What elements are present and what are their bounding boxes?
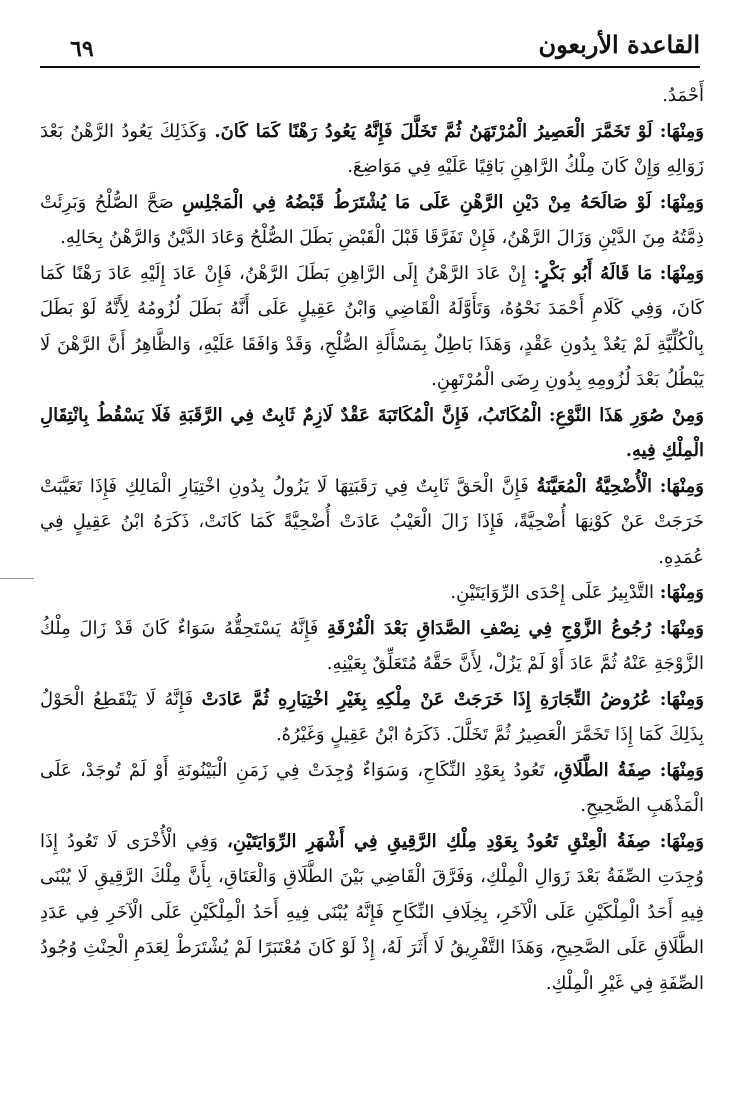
paragraph-emphasis: صِفَةُ الطَّلَاقِ، xyxy=(552,759,652,781)
paragraph xyxy=(40,256,704,398)
paragraph-lead: وَمِنْهَا: xyxy=(659,582,704,603)
paragraph-text: تَعُودُ بِعَوْدِ النِّكَاحِ، وَسَوَاءٌ وُجِدَتْ فِي زَمَنِ الْبَيْنُونَةِ أَوْ لَمْ تُوجَدْ، عَلَى الْمَذْهَبِ الصَّحِيحِ. xyxy=(40,759,704,816)
paragraph-lead: وَمِنْهَا: xyxy=(659,830,704,852)
page-header xyxy=(40,26,700,68)
paragraph-emphasis: الْمُكَاتَبُ، فَإِنَّ الْمُكَاتَبَةَ عَقْدٌ لَازِمٌ ثَابِتٌ فِي الرَّقَبَةِ فَلَا يَسْقُطُ بِانْتِقَالِ الْمِلْكِ فِيهِ. xyxy=(40,404,704,461)
paragraph-lead: وَمِنْهَا: xyxy=(659,475,704,497)
paragraph-lead: وَمِنْهَا: xyxy=(659,688,704,710)
paragraph-emphasis: عُرُوضُ التِّجَارَةِ إِذَا خَرَجَتْ عَنْ مِلْكِهِ بِغَيْرِ اخْتِيَارِهِ ثُمَّ عَادَتْ xyxy=(201,688,652,710)
body-text xyxy=(40,78,704,1001)
paragraph-lead: وَمِنْهَا: xyxy=(659,617,704,639)
paragraph-lead: وَمِنْ صُوَرِ هَذَا النَّوْعِ: xyxy=(548,404,704,426)
paragraph-lead: وَمِنْهَا: xyxy=(659,120,704,142)
paragraph-lead: وَمِنْهَا: xyxy=(659,262,704,284)
paragraph xyxy=(40,575,704,611)
paragraph-emphasis: رُجُوعُ الزَّوْجِ فِي نِصْفِ الصَّدَاقِ بَعْدَ الْفُرْقَةِ xyxy=(326,617,652,639)
paragraph-text: إِنْ عَادَ الرَّهْنُ إِلَى الرَّاهِنِ بَطَلَ الرَّهْنُ، فَإِنْ عَادَ إِلَيْهِ عَادَ رَهْنًا كَمَا كَانَ، وَفِي كَلَامِ أَحْمَدَ نَحْوُهُ، وَتَأَوَّلَهُ الْقَاضِي وَابْنُ عَقِيلٍ عَلَى أَنَّهُ بَطَلَ لُزُومُهُ لِأَنَّهُ لَوْ بَطَلَ بِالْكُلِّيَّةِ لَمْ يَعُدْ بِدُونِ عَقْدٍ، وَهَذَا بَاطِلٌ بِمَسْأَلَةِ الصُّلْحِ، وَقَدْ وَافَقَا عَلَيْهِ، وَالظَّاهِرُ أَنَّ الرَّهْنَ لَا يَبْطُلُ بَعْدَ لُزُومِهِ بِدُونِ رِضَى الْمُرْتَهِنِ. xyxy=(40,262,704,390)
paragraph-text: وَكَذَلِكَ يَعُودُ الرَّهْنُ بَعْدَ زَوَالِهِ وَإِنْ كَانَ مِلْكُ الرَّاهِنِ بَاقِيًا عَلَيْهِ فِي مَوَاضِعَ. xyxy=(40,120,704,177)
paragraph-lead: وَمِنْهَا: xyxy=(659,191,704,213)
paragraph xyxy=(40,611,704,682)
paragraph-text: أَحْمَدُ. xyxy=(662,85,704,106)
paragraph xyxy=(40,78,704,114)
paragraph xyxy=(40,398,704,469)
paragraph-text: فَإِنَّ الْحَقَّ ثَابِتٌ فِي رَقَبَتِهَا لَا يَزُولُ بِدُونِ اخْتِيَارِ الْمَالِكِ فَإِذَا تَعَيَّبَتْ خَرَجَتْ عَنْ كَوْنِهَا أُضْحِيَّةً، فَإِذَا زَالَ الْعَيْبُ عَادَتْ أُضْحِيَّةً كَمَا كَانَتْ، ذَكَرَهُ ابْنُ عَقِيلٍ فِي عُمَدِهِ. xyxy=(40,475,704,568)
paragraph xyxy=(40,682,704,753)
running-title: القاعدة الأربعون xyxy=(538,30,700,59)
page-number: ٦٩ xyxy=(70,36,94,62)
paragraph-lead: وَمِنْهَا: xyxy=(659,759,704,781)
paragraph xyxy=(40,185,704,256)
paragraph-emphasis: صِفَةُ الْعِتْقِ تَعُودُ بِعَوْدِ مِلْكِ الرَّقِيقِ فِي أَشْهَرِ الرِّوَايَتَيْنِ، xyxy=(227,830,651,852)
paragraph-text: التَّدْبِيرُ عَلَى إِحْدَى الرِّوَايَتَيْنِ. xyxy=(450,582,655,603)
paragraph xyxy=(40,469,704,576)
paragraph xyxy=(40,753,704,824)
paragraph-emphasis: لَوْ تَخَمَّرَ الْعَصِيرُ الْمُرْتَهَنُ ثُمَّ تَخَلَّلَ فَإِنَّهُ يَعُودُ رَهْنًا كَمَا كَانَ. xyxy=(214,120,653,142)
margin-rule xyxy=(0,578,34,579)
paragraph-text: صَحَّ الصُّلْحُ وَبَرِئَتْ ذِمَّتُهُ مِنَ الدَّيْنِ وَزَالَ الرَّهْنُ، فَإِنْ تَفَرَّقَا قَبْلَ الْقَبْضِ بَطَلَ الصُّلْحُ وَعَادَ الدَّيْنُ وَالرَّهْنُ بِحَالِهِ. xyxy=(40,191,704,248)
paragraph-text: وَفِي الْأُخْرَى لَا تَعُودُ إِذَا وُجِدَتِ الصِّفَةُ بَعْدَ زَوَالِ الْمِلْكِ، وَفَرَّقَ الْقَاضِي بَيْنَ الطَّلَاقِ وَالْعَتَاقِ، بِأَنَّ مِلْكَ الرَّقِيقِ لَا يُبْنَى فِيهِ أَحَدُ الْمِلْكَيْنِ عَلَى الْآخَرِ، بِخِلَافِ النِّكَاحِ فَإِنَّهُ يُبْنَى فِيهِ أَحَدُ الْمِلْكَيْنِ عَلَى الْآخَرِ فِي عَدَدِ الطَّلَاقِ عَلَى الصَّحِيحِ، وَهَذَا التَّفْرِيقُ لَا أَثَرَ لَهُ، إِذْ لَوْ كَانَ مُعْتَبَرًا لَمْ يُشْتَرَطْ لِعَدَمِ الْحِنْثِ وُجُودُ الصِّفَةِ فِي غَيْرِ الْمِلْكِ. xyxy=(40,830,704,994)
paragraph-emphasis: مَا قَالَهُ أَبُو بَكْرٍ: xyxy=(533,262,653,284)
paragraph-text: فَإِنَّهُ يَسْتَحِقُّهُ سَوَاءٌ كَانَ قَدْ زَالَ مِلْكُ الزَّوْجَةِ عَنْهُ ثُمَّ عَادَ أَوْ لَمْ يَزُلْ، لِأَنَّ حَقَّهُ مُتَعَلِّقٌ بِعَيْنِهِ. xyxy=(40,617,704,674)
paragraph-emphasis: الْأُضْحِيَّةُ الْمُعَيَّنَةُ xyxy=(536,475,653,497)
paragraph-text: فَإِنَّهُ لَا يَنْقَطِعُ الْحَوْلُ بِذَلِكَ كَمَا إِذَا تَخَمَّرَ الْعَصِيرُ ثُمَّ تَخَلَّلَ. ذَكَرَهُ ابْنُ عَقِيلٍ وَغَيْرُهُ. xyxy=(40,688,704,745)
paragraph xyxy=(40,824,704,1002)
paragraph-emphasis: لَوْ صَالَحَهُ مِنْ دَيْنِ الرَّهْنِ عَلَى مَا يُشْتَرَطُ قَبْضُهُ فِي الْمَجْلِسِ xyxy=(182,191,652,213)
paragraph xyxy=(40,114,704,185)
